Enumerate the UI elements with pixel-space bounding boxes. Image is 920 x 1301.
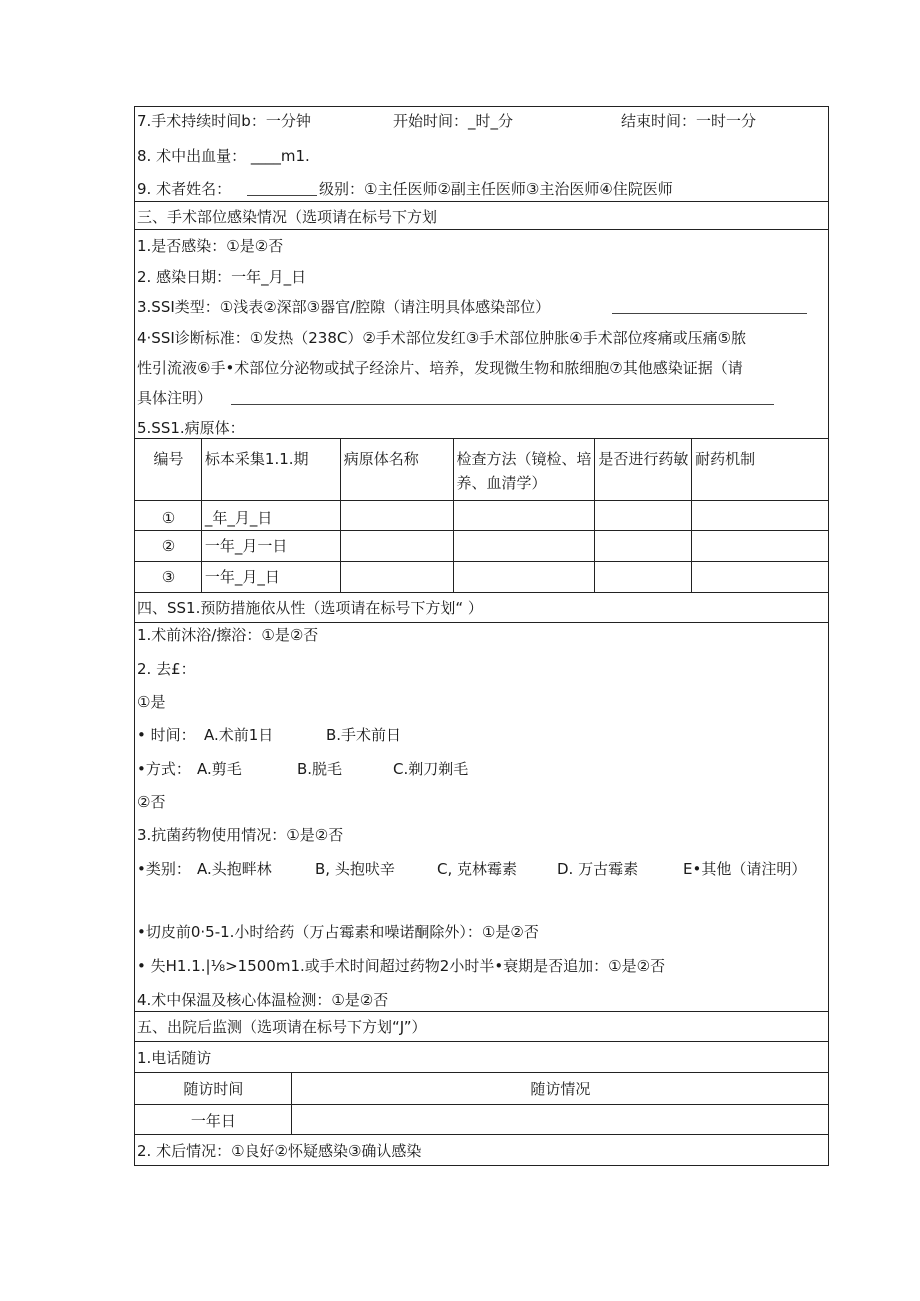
followup-table [134, 1072, 829, 1135]
method-label: •方式： [137, 760, 191, 778]
type-option-b: B, 头抱吠辛 [315, 860, 395, 878]
rule-section3-top [135, 201, 828, 202]
cell-test-method[interactable] [453, 531, 595, 562]
ssi-type: 3.SSI类型：①浅表②深部③器官/腔隙（请注明具体感染部位） [137, 298, 551, 316]
dose-timing: •切皮前0·5-1.小时给药（万占霉素和噪诺酮除外）：①是②否 [137, 923, 539, 941]
cell-pathogen-name[interactable] [340, 531, 453, 562]
pathogen-label: 5.SS1.病原体： [137, 419, 245, 437]
method-option-c: C.剃刀剃毛 [393, 760, 469, 778]
infection-site-field[interactable] [612, 300, 807, 314]
cell-susceptibility[interactable] [595, 562, 692, 593]
time-option-b: B.手术前日 [326, 726, 402, 744]
infection-question: 1.是否感染：①是②否 [137, 237, 284, 255]
redose: • 失H1.1.|⅛>1500m1.或手术时间超过药物2小时半•衰期是否追加：①是②否 [137, 957, 666, 975]
cell-resistance[interactable] [692, 562, 829, 593]
col-followup-time: 随访时间 [135, 1073, 292, 1105]
cell-resistance[interactable] [692, 501, 829, 531]
hair-removal: 2. 去£： [137, 660, 196, 678]
col-pathogen-name: 病原体名称 [340, 439, 453, 501]
cell-test-method[interactable] [453, 501, 595, 531]
surgeon-name-field[interactable] [247, 182, 317, 196]
table-row [135, 1105, 829, 1135]
cell-resistance[interactable] [692, 531, 829, 562]
row-number: ② [135, 531, 202, 562]
followup-header-row [135, 1073, 829, 1105]
duration-label: 7.手术持续时间b：一分钟 [137, 112, 311, 130]
row-number: ③ [135, 562, 202, 593]
postop-status: 2. 术后情况：①良好②怀疑感染③确认感染 [137, 1142, 422, 1160]
cell-pathogen-name[interactable] [340, 562, 453, 593]
infection-date: 2. 感染日期：一年_月_日 [137, 268, 307, 286]
type-option-a: A.头抱畔林 [197, 860, 272, 878]
section5-header: 五、出院后监测（选项请在标号下方划“J”） [137, 1018, 427, 1036]
section3-header: 三、手术部位感染情况（选项请在标号下方划 [137, 208, 438, 226]
cell-susceptibility[interactable] [595, 501, 692, 531]
row-sample-date[interactable]: 一年_月_日 [201, 562, 340, 593]
row-sample-date[interactable]: 一年_月一日 [201, 531, 340, 562]
rule-section5-bottom [135, 1041, 828, 1042]
pathogen-table [134, 438, 829, 593]
time-label: • 时间： [137, 726, 196, 744]
ssi-criteria-line2: 性引流液⑥手•术部位分泌物或拭子经涂片、培养，发现微生物和脓细胞⑦其他感染证据（请 [137, 359, 743, 377]
form-frame [134, 106, 829, 1166]
row-number: ① [135, 501, 202, 531]
antibiotic-use: 3.抗菌药物使用情况：①是②否 [137, 826, 344, 844]
type-option-c: C, 克林霉素 [437, 860, 518, 878]
table-row [135, 531, 829, 562]
phone-followup: 1.电话随访 [137, 1049, 212, 1067]
rule-top [135, 106, 828, 107]
rule-section4-bottom [135, 622, 828, 623]
type-option-e: E•其他（请注明） [683, 860, 807, 878]
preop-bath: 1.术前沐浴/擦浴：①是②否 [137, 626, 319, 644]
hair-removal-no: ②否 [137, 793, 166, 811]
end-time: 结束时间：一时一分 [621, 112, 757, 130]
followup-date[interactable]: 一年日 [135, 1105, 292, 1135]
rule-section3-bottom [135, 229, 828, 230]
cell-pathogen-name[interactable] [340, 501, 453, 531]
type-option-d: D. 万古霉素 [557, 860, 639, 878]
pathogen-header-row [135, 439, 829, 501]
col-number: 编号 [135, 439, 202, 501]
row-sample-date[interactable]: _年_月_日 [201, 501, 340, 531]
rule-section5-top [135, 1011, 828, 1012]
ssi-criteria-line3: 具体注明） [137, 389, 213, 407]
cell-test-method[interactable] [453, 562, 595, 593]
section4-header: 四、SS1.预防措施依从性（选项请在标号下方划“ ） [137, 599, 483, 617]
col-test-method: 检查方法（镜检、培养、血清学） [453, 439, 595, 501]
method-option-a: A.剪毛 [197, 760, 242, 778]
col-sample-date: 标本采集1.1.期 [201, 439, 340, 501]
other-evidence-field[interactable] [231, 391, 774, 405]
cell-susceptibility[interactable] [595, 531, 692, 562]
temperature-check: 4.术中保温及核心体温检测：①是②否 [137, 991, 389, 1009]
method-option-b: B.脱毛 [297, 760, 343, 778]
col-followup-status: 随访情况 [291, 1073, 828, 1105]
col-susceptibility: 是否进行药敏 [595, 439, 692, 501]
blood-loss: 8. 术中出血量： ____m1. [137, 147, 310, 165]
col-resistance: 耐药机制 [692, 439, 829, 501]
surgeon-name-label: 9. 术者姓名： [137, 180, 232, 198]
ssi-criteria-line1: 4·SSI诊断标准：①发热（238C）②手术部位发红③手术部位肿胀④手术部位疼痛或压痛⑤脓 [137, 329, 747, 347]
table-row [135, 501, 829, 531]
table-row [135, 562, 829, 593]
start-time: 开始时间：_时_分 [393, 112, 514, 130]
type-label: •类别： [137, 860, 191, 878]
hair-removal-yes: ①是 [137, 693, 166, 711]
time-option-a: A.术前1日 [204, 726, 274, 744]
followup-status-cell[interactable] [291, 1105, 828, 1135]
surgeon-grade: 级别：①主任医师②副主任医师③主治医师④住院医师 [319, 180, 673, 198]
